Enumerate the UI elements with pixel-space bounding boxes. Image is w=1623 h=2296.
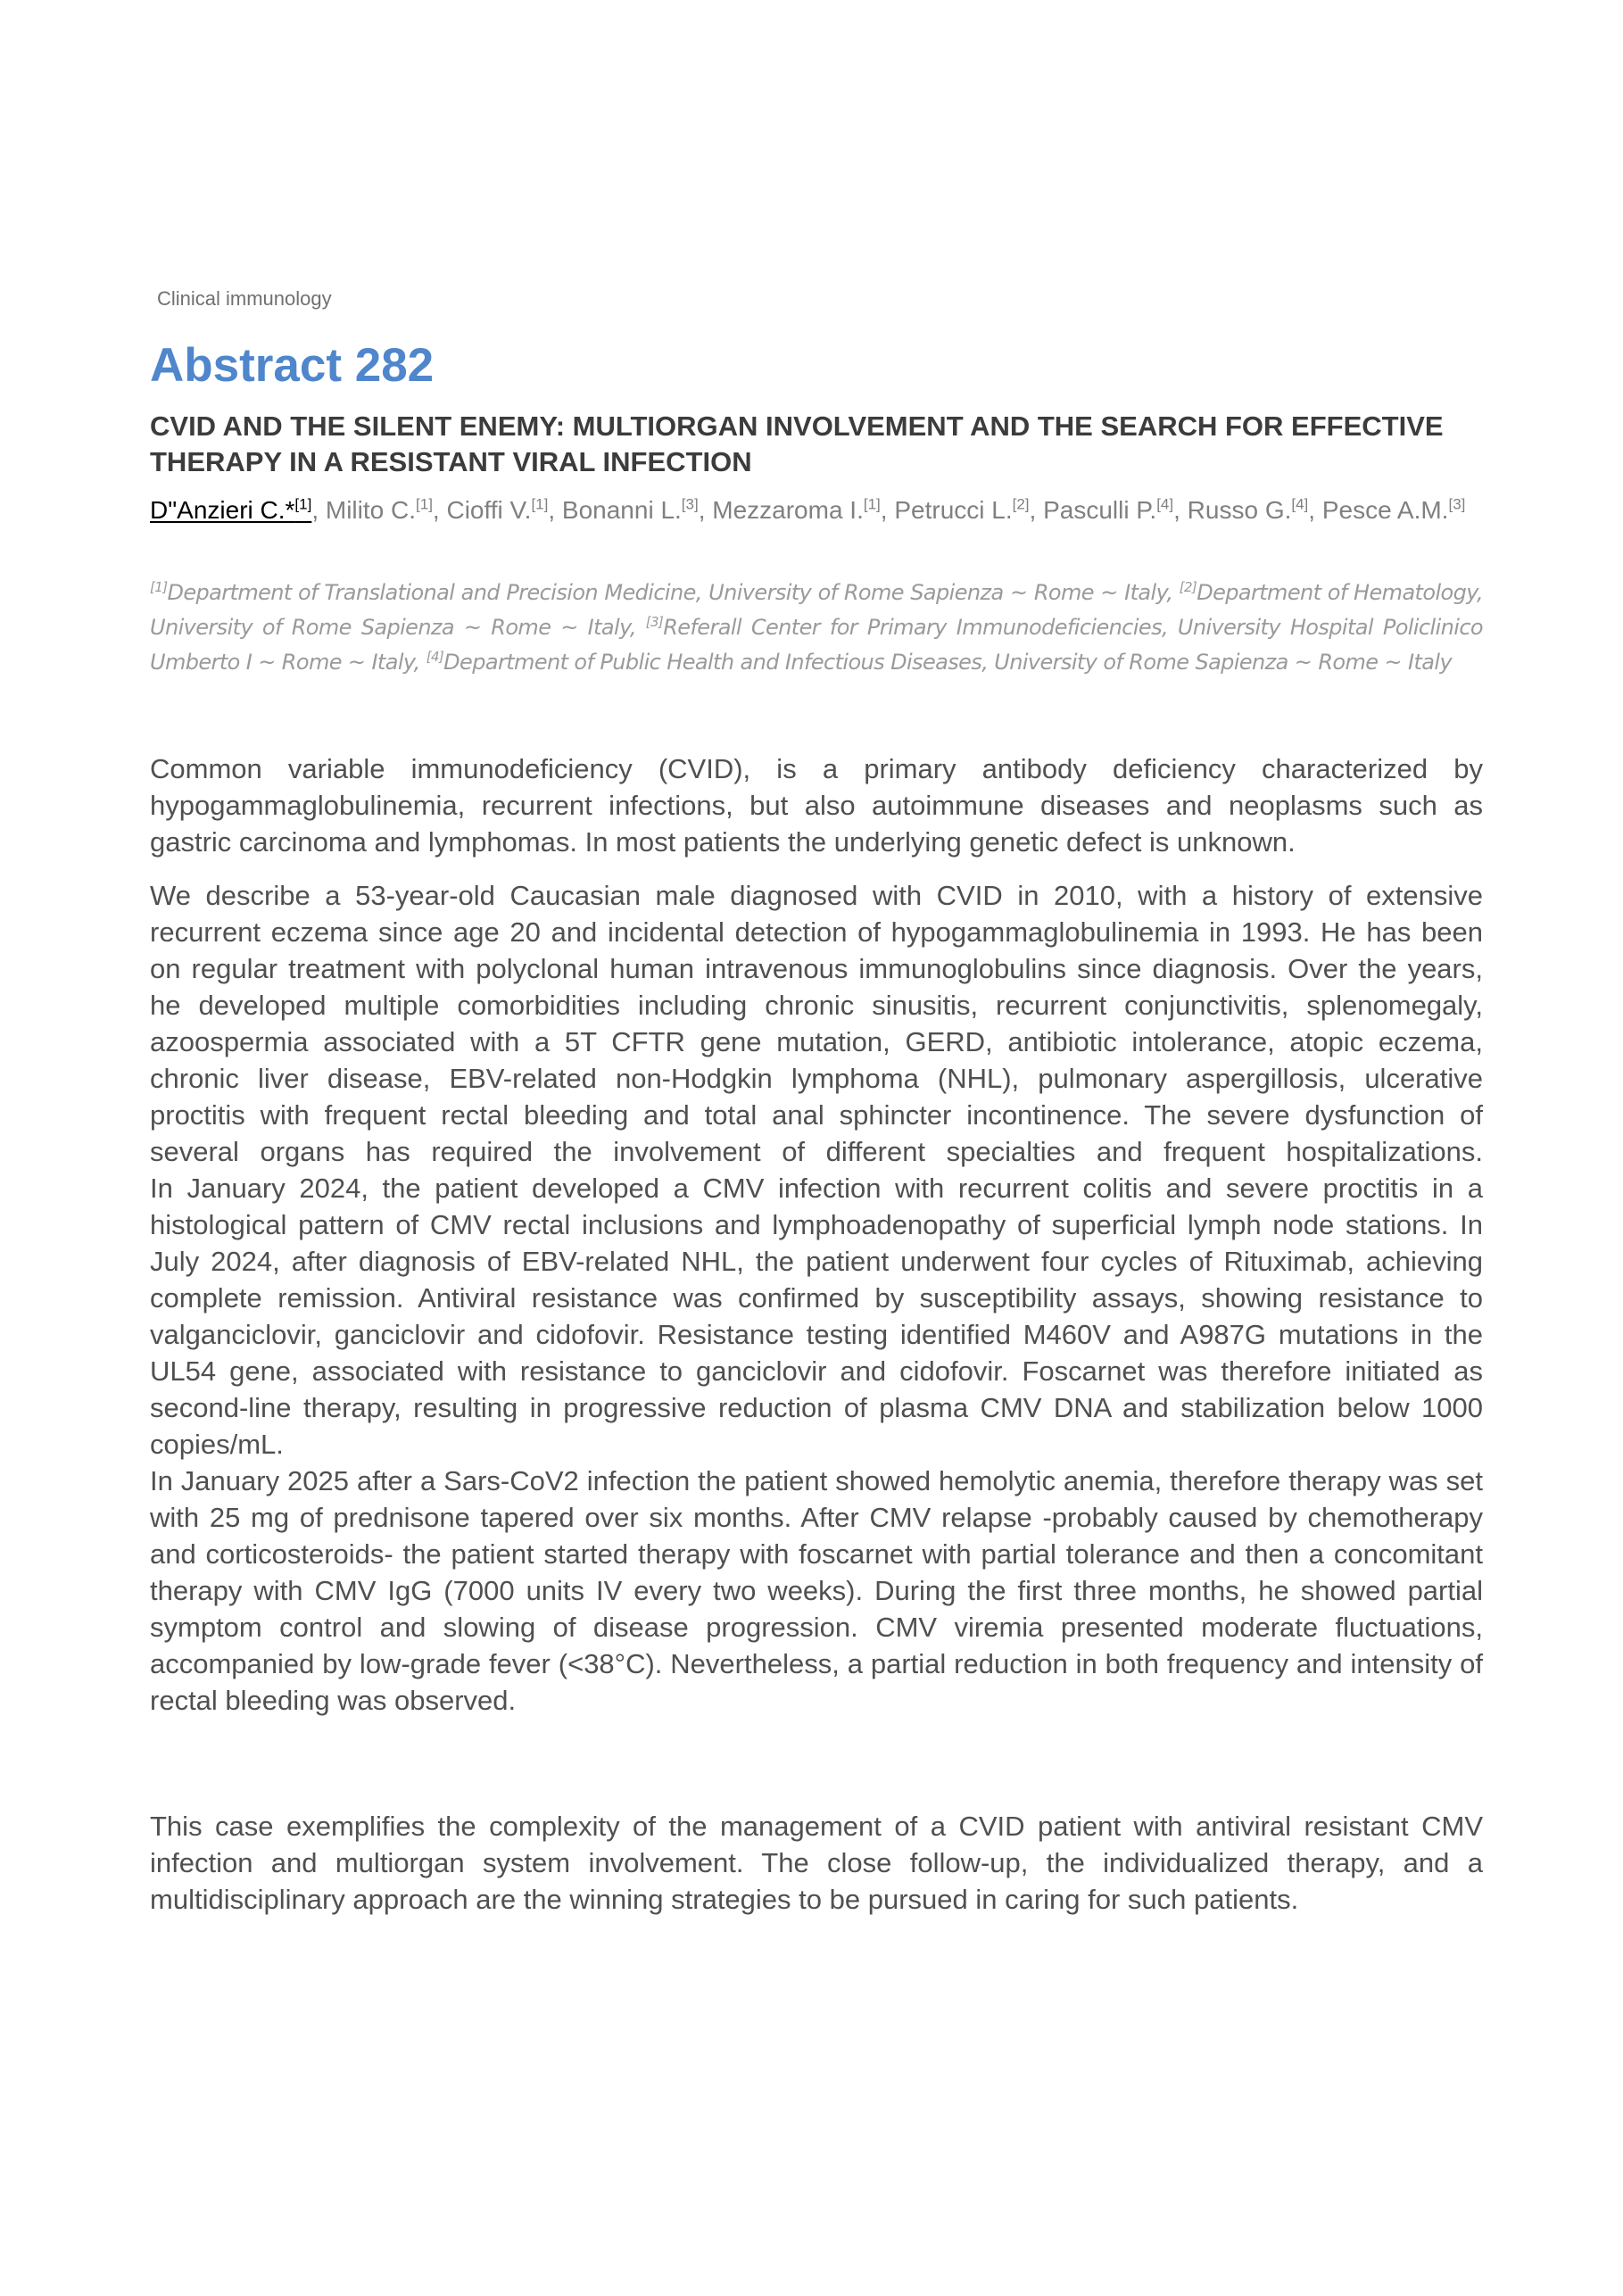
affiliation-marker: [4] bbox=[1156, 495, 1174, 513]
affiliation-item: [4]Department of Public Health and Infectious Diseases, University of Rome Sapienza ~ Rome ~ Italy bbox=[426, 649, 1453, 675]
affiliation-marker: [1] bbox=[416, 495, 433, 513]
author-list: D"Anzieri C.*[1], Milito C.[1], Cioffi V.[1], Bonanni L.[3], Mezzaroma I.[1], Petrucci L.[2], Pasculli P.[4], Russo G.[4], Pesce A.M.[3] bbox=[150, 495, 1466, 524]
category-label: Clinical immunology bbox=[157, 287, 332, 310]
paragraph-conclusion: This case exemplifies the complexity of the management of a CVID patient with antiviral resistant CMV infection and multiorgan system involvement. The close follow-up, the individualized therapy, and a multidisciplinary approach are the winning strategies to be pursued in caring for such patients. bbox=[150, 1811, 1483, 1915]
affiliation-item: [2]Department of Hematology, University of Rome Sapienza ~ Rome ~ Italy, bbox=[150, 579, 1483, 640]
affiliation-marker: [1] bbox=[294, 495, 312, 513]
affiliation-marker: [1] bbox=[531, 495, 549, 513]
affiliation-list bbox=[150, 576, 1483, 680]
author: Pesce A.M.[3] bbox=[1321, 495, 1466, 524]
author: Milito C.[1] bbox=[325, 495, 433, 524]
affiliation-marker: [4] bbox=[1291, 495, 1309, 513]
author: Bonanni L.[3] bbox=[561, 495, 699, 524]
author: Pasculli P.[4] bbox=[1043, 495, 1174, 524]
author: Mezzaroma I.[1] bbox=[712, 495, 881, 524]
affiliation-item: [3]Referall Center for Primary Immunodeficiencies, University Hospital Policlinico Umberto I ~ Rome ~ Italy, bbox=[150, 614, 1483, 675]
affiliation-item: [1]Department of Translational and Precision Medicine, University of Rome Sapienza ~ Rome ~ Italy, bbox=[150, 579, 1180, 605]
paragraph-2025-course: In January 2025 after a Sars-CoV2 infection the patient showed hemolytic anemia, therefore therapy was set with 25 mg of prednisone tapered over six months. After CMV relapse -probably caused by chemotherapy and corticosteroids- the patient started therapy with foscarnet with partial tolerance and then a concomitant therapy with CMV IgG (7000 units IV every two weeks). During the first three months, he showed partial symptom control and slowing of disease progression. CMV viremia presented moderate fluctuations, accompanied by low-grade fever (<38°C). Nevertheless, a partial reduction in both frequency and intensity of rectal bleeding was observed. bbox=[150, 1465, 1483, 1716]
abstract-number-heading: Abstract 282 bbox=[150, 339, 435, 392]
author: Cioffi V.[1] bbox=[446, 495, 549, 524]
paragraph-cmv-infection: In January 2024, the patient developed a CMV infection with recurrent colitis and severe proctitis in a histological pattern of CMV rectal inclusions and lymphoadenopathy of superficial lymph node stations. In July 2024, after diagnosis of EBV-related NHL, the patient underwent four cycles of Rituximab, achieving complete remission. Antiviral resistance was confirmed by susceptibility assays, showing resistance to valganciclovir, ganciclovir and cidofovir. Resistance testing identified M460V and A987G mutations in the UL54 gene, associated with resistance to ganciclovir and cidofovir. Foscarnet was therefore initiated as second-line therapy, resulting in progressive reduction of plasma CMV DNA and stabilization below 1000 copies/mL. bbox=[150, 1173, 1483, 1460]
author: Russo G.[4] bbox=[1187, 495, 1309, 524]
paragraph-introduction: Common variable immunodeficiency (CVID), is a primary antibody deficiency characterized by hypogammaglobulinemia, recurrent infections, but also autoimmune diseases and neoplasms such as gastric carcinoma and lymphomas. In most patients the underlying genetic defect is unknown. bbox=[150, 753, 1483, 858]
paragraph-case-history: We describe a 53-year-old Caucasian male diagnosed with CVID in 2010, with a history of extensive recurrent eczema since age 20 and incidental detection of hypogammaglobulinemia in 1993. He has been on regular treatment with polyclonal human intravenous immunoglobulins since diagnosis. Over the years, he developed multiple comorbidities including chronic sinusitis, recurrent conjunctivitis, splenomegaly, azoospermia associated with a 5T CFTR gene mutation, GERD, antibiotic intolerance, atopic eczema, chronic liver disease, EBV-related non-Hodgkin lymphoma (NHL), pulmonary aspergillosis, ulcerative proctitis with frequent rectal bleeding and total anal sphincter incontinence. The severe dysfunction of several organs has required the involvement of different specialties and frequent hospitalizations. bbox=[150, 880, 1483, 1167]
author-presenting[interactable]: D"Anzieri C.*[1] bbox=[150, 495, 312, 524]
affiliation-marker: [2] bbox=[1012, 495, 1030, 513]
affiliation-marker: [1] bbox=[863, 495, 881, 513]
affiliation-marker: [3] bbox=[681, 495, 699, 513]
author: Petrucci L.[2] bbox=[894, 495, 1030, 524]
case-description bbox=[150, 877, 1483, 1719]
affiliation-marker: [3] bbox=[1448, 495, 1466, 513]
abstract-title: CVID AND THE SILENT ENEMY: MULTIORGAN INVOLVEMENT AND THE SEARCH FOR EFFECTIVE THERAPY IN A RESISTANT VIRAL INFECTION bbox=[150, 410, 1444, 477]
